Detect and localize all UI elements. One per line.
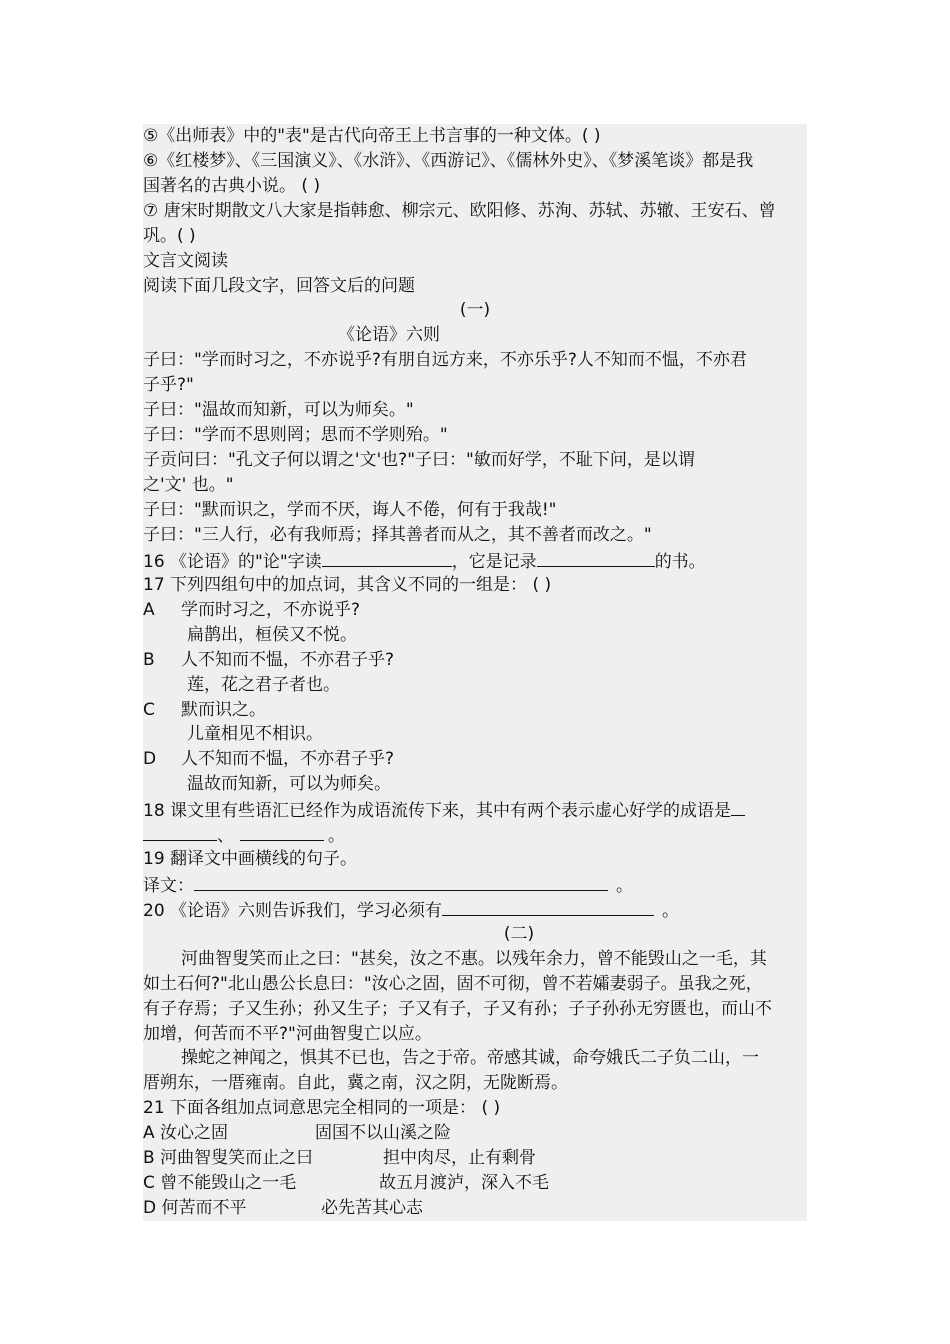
line-text: 、 — [217, 826, 234, 846]
line-text: 子曰："默而识之，学而不厌，诲人不倦，何有于我哉!" — [143, 500, 557, 520]
option-letter: B — [143, 650, 155, 670]
translation-line — [143, 872, 807, 897]
question-21 — [143, 1096, 807, 1121]
question-16 — [143, 548, 807, 573]
passage-line — [143, 972, 807, 997]
option-d — [143, 747, 807, 772]
text-line — [143, 149, 807, 174]
answer-blank[interactable] — [194, 872, 608, 891]
passage-line — [143, 1022, 807, 1047]
line-text: 。 — [662, 901, 680, 921]
line-text: (一) — [459, 300, 491, 320]
option-letter: D — [143, 749, 157, 769]
text-line — [143, 473, 807, 498]
instruction-line — [143, 274, 807, 299]
line-text: 学而时习之，不亦说乎? — [181, 600, 361, 620]
option-a — [143, 598, 807, 623]
text-line — [143, 224, 807, 249]
line-text: 巩。( ) — [143, 226, 196, 246]
question-19 — [143, 847, 807, 872]
option-d — [143, 1196, 807, 1221]
line-text: 文言文阅读 — [143, 251, 228, 271]
line-text: 。 — [328, 826, 345, 846]
text-line — [143, 124, 807, 149]
option-letter: C — [143, 700, 155, 720]
line-text: 译文： — [143, 876, 194, 896]
line-text: 国著名的古典小说。 ( ) — [143, 176, 321, 196]
line-text: 子曰："三人行，必有我师焉；择其善者而从之，其不善者而改之。" — [143, 525, 652, 545]
passage-line — [143, 1046, 807, 1071]
line-text: ⑥《红楼梦》、《三国演义》、《水浒》、《西游记》、《儒林外史》、《梦溪笔谈》都是我 — [143, 151, 754, 171]
line-text: 默而识之。 — [181, 700, 266, 720]
question-18-line-2 — [143, 822, 807, 847]
line-text: 人不知而不愠，不亦君子乎? — [181, 749, 395, 769]
line-text: D 何苦而不平 — [143, 1198, 247, 1218]
line-text: 21 下面各组加点词意思完全相同的一项是： ( ) — [143, 1098, 501, 1118]
option-a — [143, 1121, 807, 1146]
line-text: 加增，何苦而不平?"河曲智叟亡以应。 — [143, 1024, 432, 1044]
line-text: 人不知而不愠，不亦君子乎? — [181, 650, 395, 670]
text-line — [143, 423, 807, 448]
passage-line — [143, 947, 807, 972]
section-heading — [143, 249, 807, 274]
line-text: 如土石何?"北山愚公长息曰："汝心之固，固不可彻，曾不若孀妻弱子。虽我之死， — [143, 974, 763, 994]
question-18 — [143, 797, 807, 822]
option-c — [143, 698, 807, 723]
line-text: 固国不以山溪之险 — [315, 1123, 451, 1143]
line-text: 子贡问曰："孔文子何以谓之'文'也?"子曰："敏而好学，不耻下问，是以谓 — [143, 450, 695, 470]
line-text: 。 — [616, 876, 633, 896]
line-text: 温故而知新，可以为师矣。 — [187, 774, 391, 794]
line-text: 子曰："温故而知新，可以为师矣。" — [143, 400, 414, 420]
text-line — [143, 448, 807, 473]
answer-blank[interactable] — [442, 897, 654, 916]
line-text: 必先苦其心志 — [321, 1198, 423, 1218]
line-text: 故五月渡泸，深入不毛 — [379, 1173, 549, 1193]
question-17 — [143, 573, 807, 598]
line-text: 河曲智叟笑而止之曰："甚矣，汝之不惠。以残年余力，曾不能毁山之一毛，其 — [181, 949, 767, 969]
line-text: (二) — [503, 924, 535, 944]
line-text: 之'文' 也。" — [143, 475, 234, 495]
question-20 — [143, 897, 807, 922]
text-line — [143, 523, 807, 548]
line-text: 子曰："学而时习之，不亦说乎?有朋自远方来，不亦乐乎?人不知而不愠，不亦君 — [143, 350, 747, 370]
line-text: 18 课文里有些语汇已经作为成语流传下来，其中有两个表示虚心好学的成语是 — [143, 801, 732, 821]
text-line — [143, 498, 807, 523]
text-line — [143, 398, 807, 423]
line-text: 子曰："学而不思则罔；思而不学则殆。" — [143, 425, 448, 445]
line-text: 有子存焉；子又生孙；孙又生子；子又有子，子又有孙；子子孙孙无穷匮也，而山不 — [143, 999, 772, 1019]
option-letter: A — [143, 600, 155, 620]
line-text: ⑦ 唐宋时期散文八大家是指韩愈、柳宗元、欧阳修、苏洵、苏轼、苏辙、王安石、曾 — [143, 201, 776, 221]
text-line — [143, 174, 807, 199]
answer-blank[interactable] — [322, 548, 452, 567]
passage-line — [143, 997, 807, 1022]
option-b — [143, 1146, 807, 1171]
answer-blank[interactable] — [537, 548, 655, 567]
option-b — [143, 648, 807, 673]
line-text: 操蛇之神闻之，惧其不已也，告之于帝。帝感其诚，命夸娥氏二子负二山，一 — [181, 1048, 759, 1068]
part-heading — [143, 922, 807, 947]
option-c-line-2 — [143, 722, 807, 747]
line-text: B 河曲智叟笑而止之曰 — [143, 1148, 314, 1168]
passage-title — [143, 323, 807, 348]
line-text: 19 翻译文中画横线的句子。 — [143, 849, 358, 869]
text-line — [143, 348, 807, 373]
line-text: 20 《论语》六则告诉我们，学习必须有 — [143, 901, 443, 921]
line-text: C 曾不能毁山之一毛 — [143, 1173, 297, 1193]
line-text: 阅读下面几段文字，回答文后的问题 — [143, 276, 415, 296]
line-text: ⑤《出师表》中的"表"是古代向帝王上书言事的一种文体。( ) — [143, 126, 601, 146]
text-line — [143, 199, 807, 224]
option-b-line-2 — [143, 673, 807, 698]
answer-blank[interactable] — [143, 822, 217, 841]
line-text: 17 下列四组句中的加点词，其含义不同的一组是： ( ) — [143, 575, 552, 595]
line-text: ，它是记录 — [451, 552, 537, 572]
option-d-line-2 — [143, 772, 807, 797]
line-text: 的书。 — [654, 552, 706, 572]
line-text: 子乎?" — [143, 375, 194, 395]
passage-line — [143, 1071, 807, 1096]
option-a-line-2 — [143, 623, 807, 648]
answer-blank[interactable] — [240, 822, 324, 841]
text-line — [143, 373, 807, 398]
line-text: 《论语》六则 — [338, 325, 440, 345]
line-text: 儿童相见不相识。 — [187, 724, 323, 744]
answer-blank[interactable] — [731, 797, 745, 816]
line-text: A 汝心之固 — [143, 1123, 229, 1143]
line-text: 厝朔东，一厝雍南。自此，冀之南，汉之阴，无陇断焉。 — [143, 1073, 568, 1093]
line-text: 莲，花之君子者也。 — [187, 675, 340, 695]
line-text: 扁鹊出，桓侯又不悦。 — [187, 625, 357, 645]
part-heading — [143, 298, 807, 323]
option-c — [143, 1171, 807, 1196]
line-text: 担中肉尽，止有剩骨 — [383, 1148, 536, 1168]
line-text: 16 《论语》的"论"字读 — [143, 552, 322, 572]
